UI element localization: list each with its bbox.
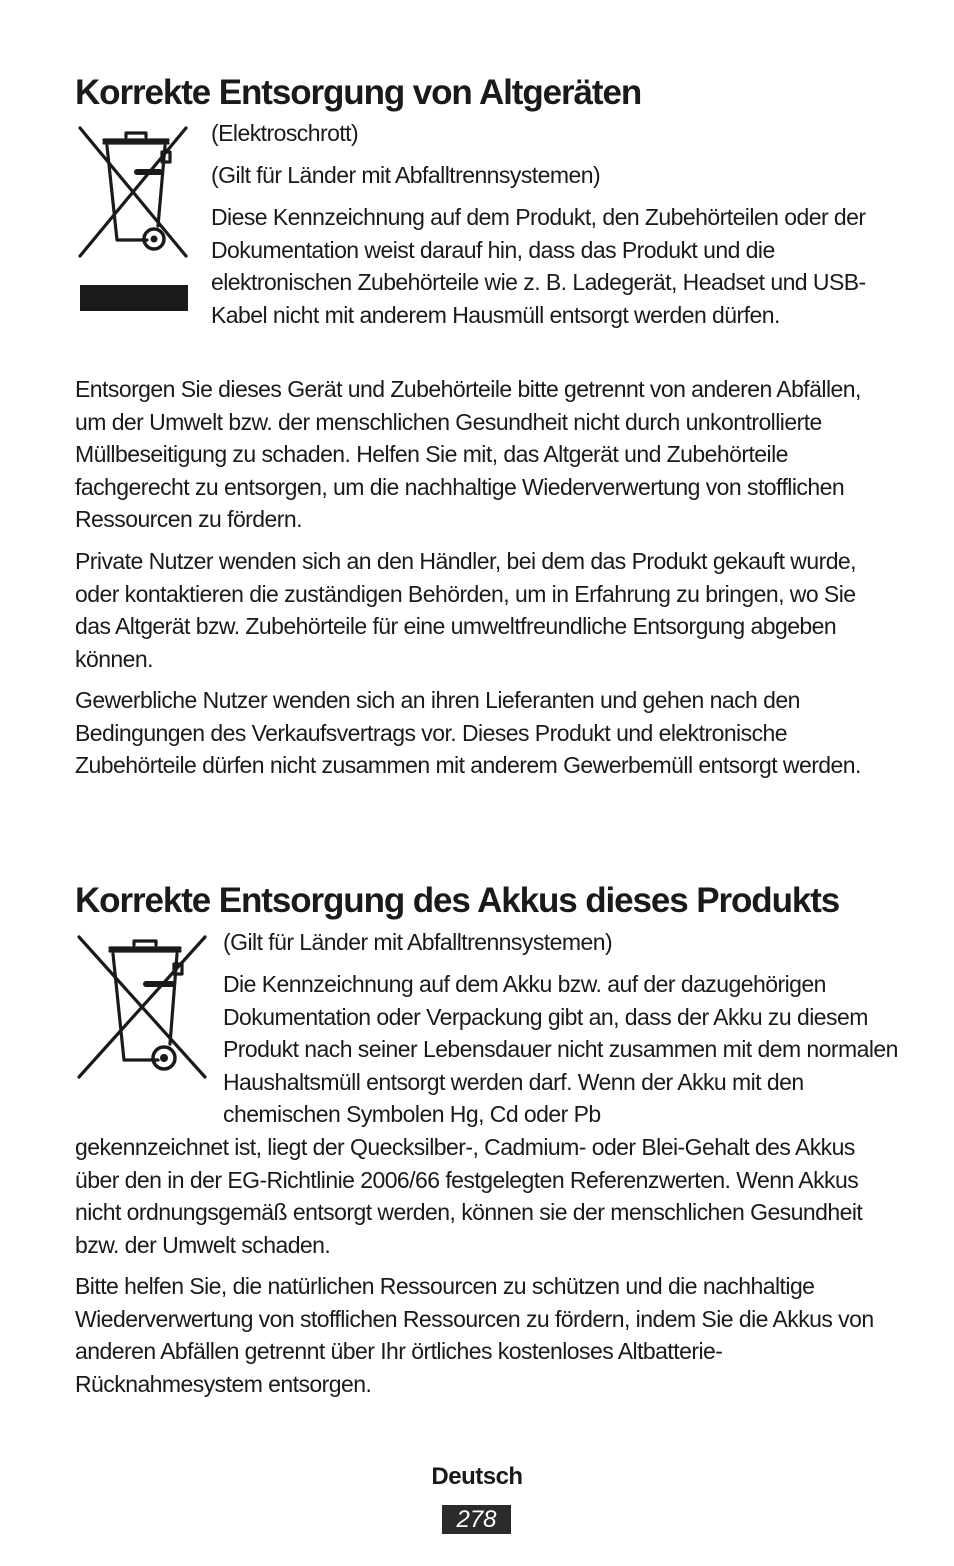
intro-paragraph: Diese Kennzeichnung auf dem Produkt, den Zubehörteilen oder der Dokumentation weist darauf hin, dass das Produkt und die elektronischen Zubehörteile wie z. B. Ladegerät, Headset und USB-Kabel nicht mit anderem Hausmüll entsorgt werden dürfen. [211, 204, 866, 328]
section-heading-altgeraete: Korrekte Entsorgung von Altgeräten [75, 73, 642, 112]
footer-language: Deutsch [431, 1463, 523, 1490]
page-number: 278 [442, 1505, 511, 1534]
note-abfalltrennsysteme: (Gilt für Länder mit Abfalltrennsystemen) [211, 162, 601, 188]
body-paragraph: Bitte helfen Sie, die natürlichen Ressourcen zu schützen und die nachhaltige Wiederverwertung von stofflichen Ressourcen zu fördern, indem Sie die Akkus von anderen Abfällen getrennt über Ihr örtliches kostenloses Altbatterie-Rücknahmesystem entsorgen. [75, 1273, 874, 1397]
body-paragraph: Entsorgen Sie dieses Gerät und Zubehörteile bitte getrennt von anderen Abfällen, um der Umwelt bzw. der menschlichen Gesundheit nicht durch unkontrollierte Müllbeseitigung zu schaden. Helfen Sie mit, das Altgerät und Zubehörteile fachgerecht zu entsorgen, um die nachhaltige Wiederverwertung von stofflichen Ressourcen zu fördern. [75, 376, 861, 533]
note-abfalltrennsysteme: (Gilt für Länder mit Abfalltrennsystemen) [223, 929, 613, 955]
crossed-out-wheelie-bin-icon [74, 122, 192, 262]
intro-paragraph: Die Kennzeichnung auf dem Akku bzw. auf der dazugehörigen Dokumentation oder Verpackung gibt an, dass der Akku zu diesem Produkt nach seiner Lebensdauer nicht zusammen mit dem normalen Haushaltsmüll entsorgt werden darf. Wenn der Akku mit den chemischen Symbolen Hg, Cd oder Pb [223, 971, 898, 1128]
section-heading-akku: Korrekte Entsorgung des Akkus dieses Produkts [75, 881, 840, 920]
separate-collection-bar [80, 285, 188, 311]
intro-paragraph-continued: gekennzeichnet ist, liegt der Quecksilber-, Cadmium- oder Blei-Gehalt des Akkus über den in der EG-Richtlinie 2006/66 festgelegten Referenzwerten. Wenn Akkus nicht ordnungsgemäß entsorgt werden, können sie der menschlichen Gesundheit bzw. der Umwelt schaden. [75, 1134, 863, 1258]
crossed-out-wheelie-bin-icon [74, 932, 210, 1082]
body-paragraph: Private Nutzer wenden sich an den Händler, bei dem das Produkt gekauft wurde, oder kontaktieren die zuständigen Behörden, um in Erfahrung zu bringen, wo Sie das Altgerät bzw. Zubehörteile für eine umweltfreundliche Entsorgung abgeben können. [75, 548, 857, 672]
note-elektroschrott: (Elektroschrott) [211, 120, 359, 146]
body-paragraph: Gewerbliche Nutzer wenden sich an ihren Lieferanten und gehen nach den Bedingungen des Verkaufsvertrags vor. Dieses Produkt und elektronische Zubehörteile dürfen nicht zusammen mit anderem Gewerbemüll entsorgt werden. [75, 687, 861, 779]
